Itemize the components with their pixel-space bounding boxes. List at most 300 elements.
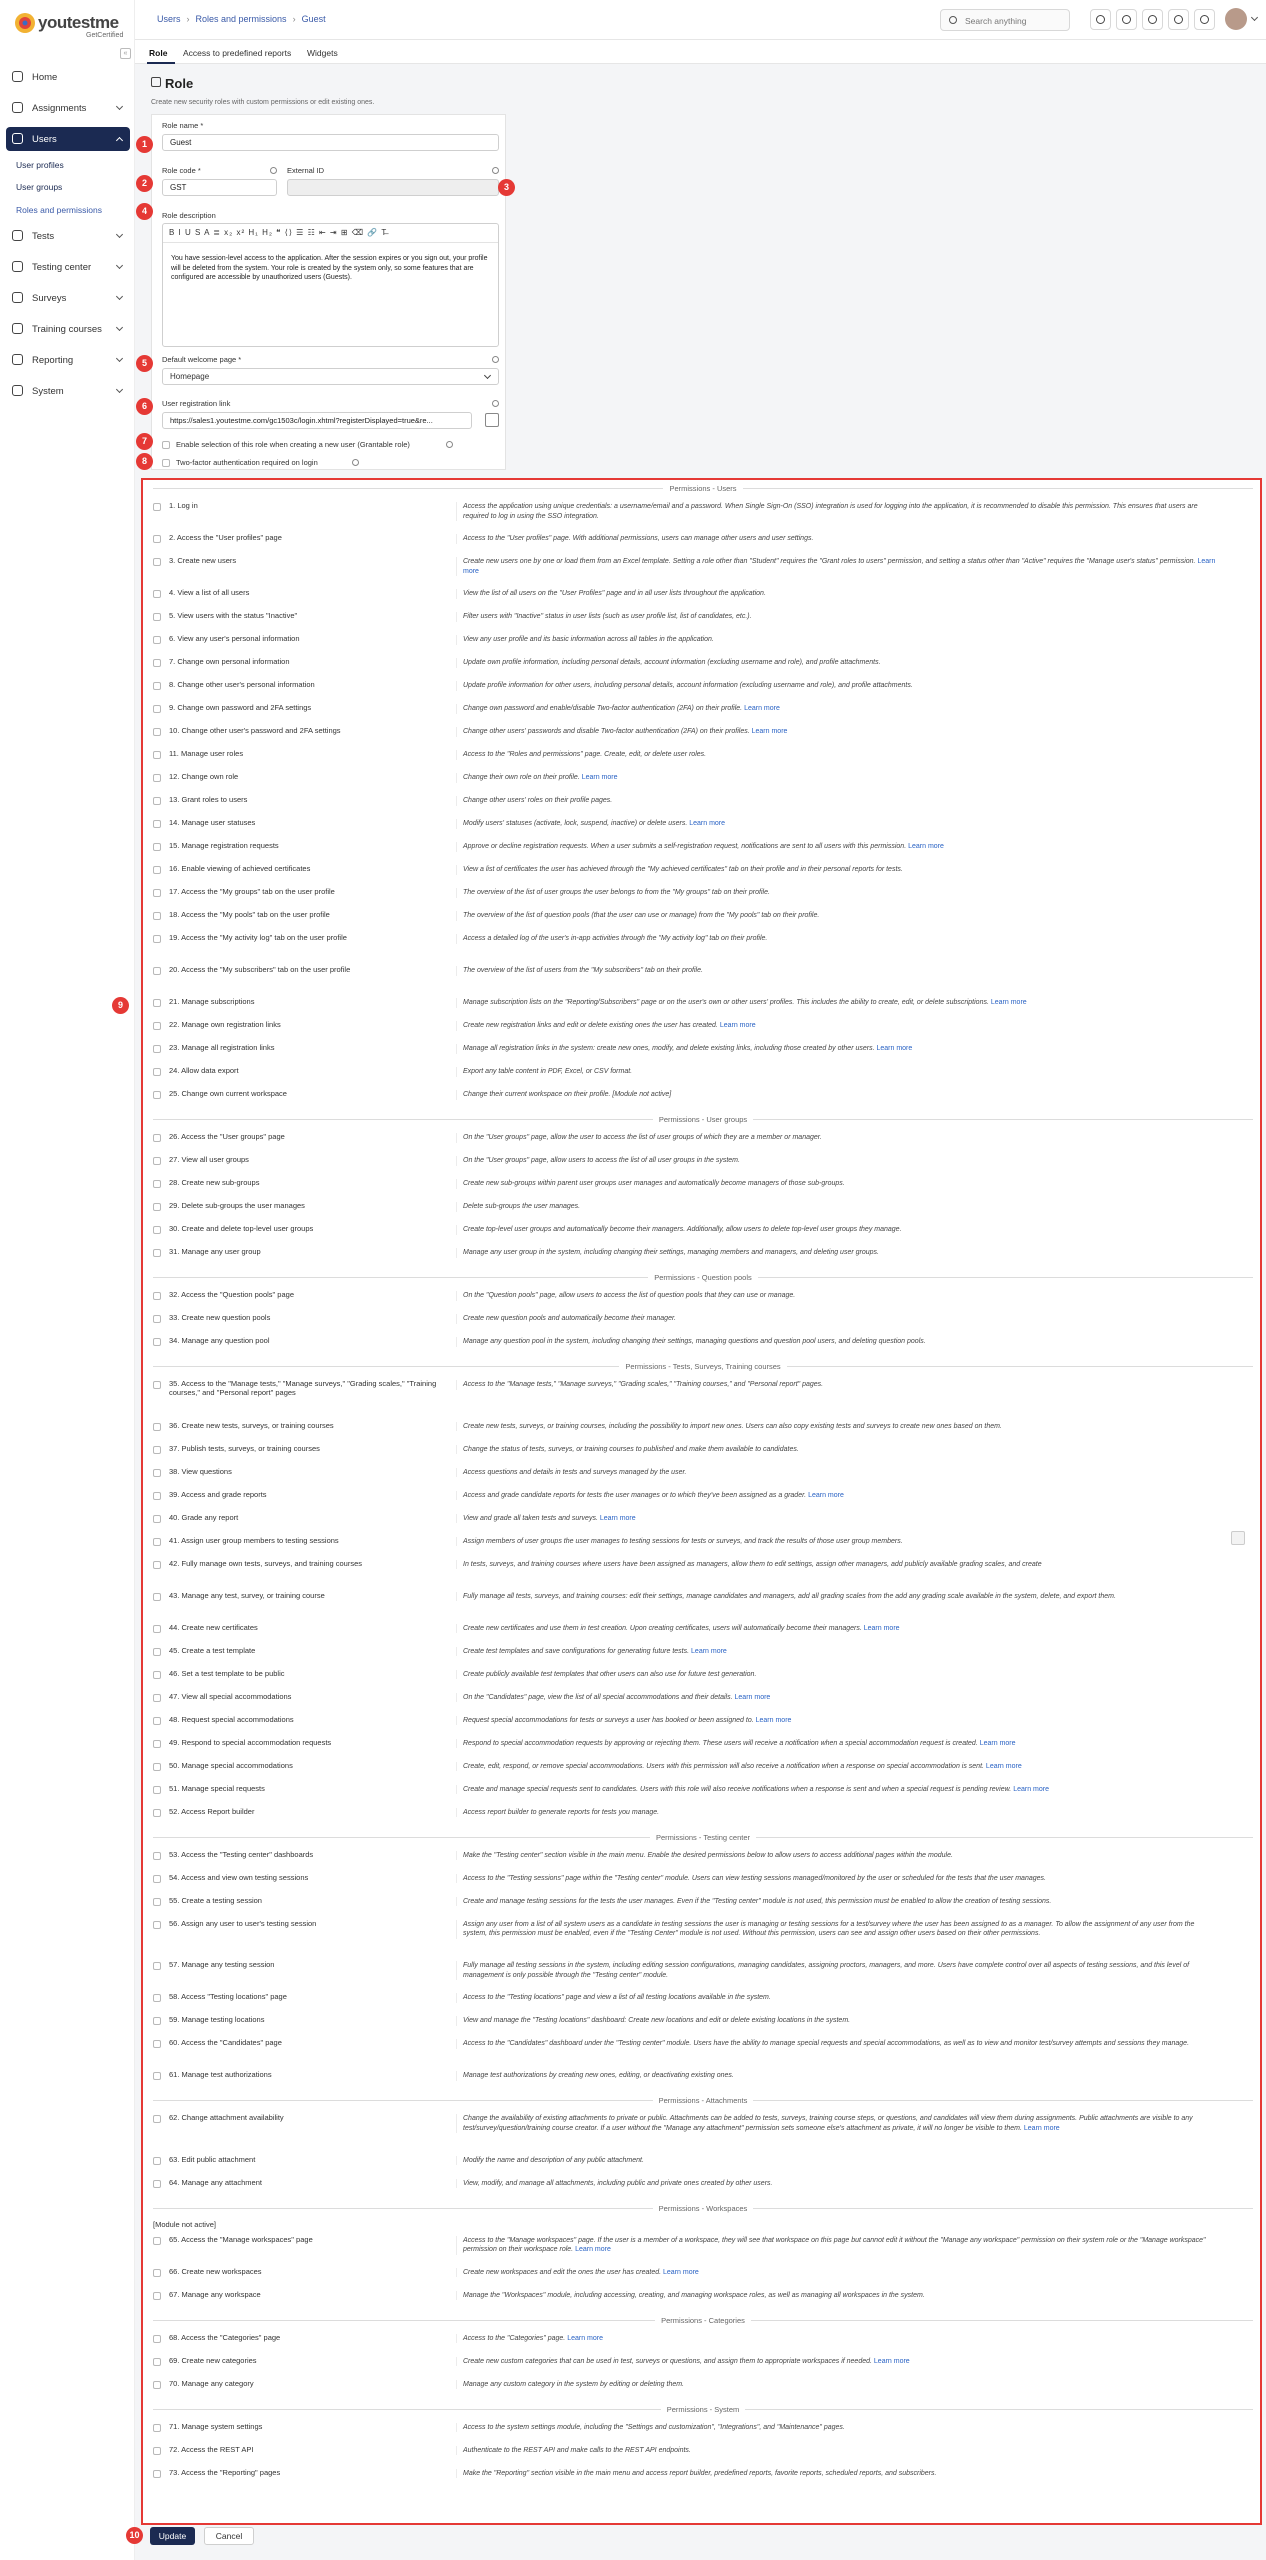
permission-checkbox[interactable] — [153, 774, 161, 782]
permission-checkbox[interactable] — [153, 2237, 161, 2245]
permission-description — [456, 888, 1216, 898]
permission-name: 65. Access the "Manage workspaces" page — [169, 2234, 313, 2244]
chevron-down-icon — [116, 386, 123, 393]
permission-checkbox[interactable] — [153, 1492, 161, 1500]
copy-icon[interactable] — [485, 413, 499, 427]
trophy-icon — [12, 323, 23, 334]
permission-description-text: Manage any custom category in the system by editing or deleting them. — [463, 2380, 685, 2388]
permission-name: 54. Access and view own testing sessions — [169, 1872, 309, 1882]
sidebar-item-users[interactable]: Users — [6, 127, 130, 151]
permission-name: 17. Access the "My groups" tab on the user profile — [169, 887, 335, 896]
permission-checkbox[interactable] — [153, 1022, 161, 1030]
permission-description-text: Modify the name and description of any public attachment. — [463, 2156, 644, 2164]
permission-description — [456, 1739, 1216, 1749]
permission-checkbox[interactable] — [153, 1134, 161, 1142]
collapse-sidebar-button[interactable]: « — [120, 48, 131, 59]
learn-more-link[interactable]: Learn more — [691, 1647, 727, 1655]
permission-checkbox[interactable] — [153, 1625, 161, 1633]
permission-description-text: Change other users' roles on their profile pages. — [463, 797, 613, 804]
permission-checkbox[interactable] — [153, 1786, 161, 1794]
permission-description — [456, 1716, 1216, 1726]
section-header — [153, 2316, 1253, 2326]
logo[interactable] — [14, 10, 124, 44]
learn-more-link[interactable]: Learn more — [1013, 1785, 1049, 1793]
headset-icon — [1148, 15, 1157, 24]
permission-description-text: The overview of the list of users from the "My subscribers" tab on their profile. — [463, 967, 703, 974]
permission-description-text: Fully manage all testing sessions in the system, including editing session configurations, managing candidates, assigning proctors, managers, and more. Users have complete control over all aspects of testing sessions, and this level of management is only possible through the "Testing center" module. — [463, 1962, 1190, 1979]
permission-checkbox[interactable] — [153, 2292, 161, 2300]
permission-description — [456, 998, 1216, 1008]
permission-name: 63. Edit public attachment — [169, 2154, 256, 2164]
learn-more-link[interactable]: Learn more — [808, 1491, 844, 1499]
permission-checkbox[interactable] — [153, 2470, 161, 2478]
section-header — [153, 484, 1253, 494]
permission-description-text: Export any table content in PDF, Excel, or CSV format. — [463, 1068, 633, 1075]
permission-description — [456, 1961, 1216, 1980]
permission-description-text: Access to the "User profiles" page. With additional permissions, users can manage other users and user settings. — [463, 535, 814, 542]
permission-description — [456, 2071, 1216, 2081]
permission-name: 28. Create new sub-groups — [169, 1178, 260, 1187]
permission-name: 66. Create new workspaces — [169, 2266, 262, 2276]
permission-checkbox[interactable] — [153, 2180, 161, 2188]
tab-bar — [135, 40, 1266, 64]
permission-name: 59. Manage testing locations — [169, 2015, 265, 2024]
learn-more-link[interactable]: Learn more — [990, 999, 1027, 1006]
permission-description — [456, 1422, 1216, 1432]
learn-more-link[interactable]: Learn more — [575, 2246, 611, 2253]
tab-role[interactable]: Role — [149, 48, 168, 58]
permission-checkbox[interactable] — [153, 1226, 161, 1234]
learn-more-link[interactable]: Learn more — [1023, 2124, 1060, 2132]
permission-name: 1. Log in — [169, 501, 198, 510]
learn-more-link[interactable]: Learn more — [689, 820, 726, 827]
permission-description — [456, 773, 1216, 783]
permission-checkbox[interactable] — [153, 1538, 161, 1546]
permission-description — [456, 934, 1216, 944]
permission-name: 48. Request special accommodations — [169, 1714, 294, 1724]
home-icon — [12, 71, 23, 82]
permission-checkbox[interactable] — [153, 535, 161, 543]
play-icon — [1122, 15, 1131, 24]
cancel-button[interactable]: Cancel — [204, 2527, 254, 2545]
permission-checkbox[interactable] — [153, 1180, 161, 1188]
chevron-up-icon — [116, 137, 123, 144]
permission-checkbox[interactable] — [153, 1921, 161, 1929]
permission-description-text: View any user profile and its basic information across all tables in the application. — [463, 636, 714, 643]
permission-description-text: Manage the "Workspaces" module, including accessing, creating, and managing workspace roles, as well as managing all workspaces in the system. — [463, 2291, 925, 2299]
learn-more-link[interactable]: Learn more — [876, 1045, 913, 1052]
role-code-label: Role code * — [162, 166, 201, 175]
permission-checkbox[interactable] — [153, 1469, 161, 1477]
permission-description — [456, 796, 1216, 806]
permission-description — [456, 2268, 1216, 2278]
permission-description — [456, 557, 1216, 576]
permission-name: 11. Manage user roles — [169, 749, 244, 758]
permission-checkbox[interactable] — [153, 889, 161, 897]
permission-description-text: Make the "Testing center" section visible in the main menu. Enable the desired permissions below to allow users to access additional pages within the module. — [463, 1851, 953, 1859]
permission-name: 52. Access Report builder — [169, 1806, 255, 1816]
permission-description-text: In tests, surveys, and training courses where users have been assigned as managers, allow them to edit settings, assign other managers, add publicly available grading scales, and create — [463, 1560, 1042, 1568]
permission-name: 19. Access the "My activity log" tab on the user profile — [169, 933, 347, 942]
permission-description — [456, 2236, 1216, 2255]
permission-description — [456, 1133, 1216, 1143]
permission-name: 9. Change own password and 2FA settings — [169, 703, 312, 712]
grantable-role-checkbox[interactable] — [162, 441, 170, 449]
permission-description — [456, 589, 1216, 599]
editor-toolbar[interactable]: B I U S A ≣ x₂ x² H₁ H₂ ❝ ⟨⟩ ☰ ☷ ⇤ ⇥ ⊞ ⌫ 🔗 T̶ — [163, 224, 498, 243]
sidebar-item-surveys[interactable]: Surveys — [6, 286, 130, 310]
permission-description-text: Create and manage special requests sent to candidates. Users with this role will also receive notifications when a response is sent and when a special request is pending review. — [463, 1785, 1012, 1793]
learn-more-link[interactable]: Learn more — [567, 2334, 603, 2342]
permission-description-text: Create top-level user groups and automatically become their managers. Additionally, allow users to delete top-level user groups they manage. — [463, 1226, 902, 1233]
section-header — [153, 2204, 1253, 2214]
permission-name: 40. Grade any report — [169, 1512, 239, 1522]
permission-description — [456, 750, 1216, 760]
permission-checkbox[interactable] — [153, 728, 161, 736]
support-button[interactable] — [1142, 9, 1163, 30]
section-header — [153, 1115, 1253, 1125]
permission-checkbox[interactable] — [153, 1045, 161, 1053]
role-name-label: Role name * — [162, 121, 204, 130]
sidebar-sub-user-groups[interactable]: User groups — [16, 182, 63, 192]
permission-description-text: Manage subscription lists on the "Reporting/Subscribers" page or on the user's own or other users' profiles. This includes the ability to create, edit, or delete subscriptions. — [463, 999, 989, 1006]
permission-description — [456, 704, 1216, 714]
permission-checkbox[interactable] — [153, 682, 161, 690]
permission-checkbox[interactable] — [153, 1593, 161, 1601]
sidebar-item-assignments[interactable]: Assignments — [6, 96, 130, 120]
sidebar-item-tests[interactable]: Tests — [6, 224, 130, 248]
permission-checkbox[interactable] — [153, 1068, 161, 1076]
learn-more-link[interactable]: Learn more — [744, 705, 780, 712]
permission-description — [456, 1156, 1216, 1166]
permission-description-text: Access to the "Categories" page. — [463, 2334, 566, 2342]
permission-checkbox[interactable] — [153, 2335, 161, 2343]
permission-checkbox[interactable] — [153, 2157, 161, 2165]
permission-checkbox[interactable] — [153, 1315, 161, 1323]
permission-checkbox[interactable] — [153, 2381, 161, 2389]
step-badge-6: 6 — [136, 398, 153, 415]
learn-more-link[interactable]: Learn more — [719, 1022, 756, 1029]
permission-checkbox[interactable] — [153, 1740, 161, 1748]
learn-more-link[interactable]: Learn more — [873, 2357, 910, 2365]
permission-description-text: Change own password and enable/disable Two-factor authentication (2FA) on their profile. — [463, 705, 743, 712]
permission-description-text: Filter users with "Inactive" status in user lists (such as user profile list, list of candidates, etc.). — [463, 613, 752, 620]
permission-name: 22. Manage own registration links — [169, 1020, 281, 1029]
permission-name: 3. Create new users — [169, 556, 237, 565]
permission-description-text: Make the "Reporting" section visible in the main menu and access report builder, predefined reports, favorite reports, scheduled reports, and subscribers. — [463, 2469, 937, 2477]
permission-description — [456, 966, 1216, 976]
permission-checkbox[interactable] — [153, 999, 161, 1007]
learn-more-link[interactable]: Learn more — [979, 1739, 1016, 1747]
permission-description-text: Create new registration links and edit or delete existing ones the user has created. — [463, 1022, 718, 1029]
permission-checkbox[interactable] — [153, 2072, 161, 2080]
permission-name: 42. Fully manage own tests, surveys, and training courses — [169, 1558, 363, 1568]
permission-name: 38. View questions — [169, 1466, 232, 1476]
role-description-editor[interactable] — [162, 223, 499, 347]
permission-checkbox[interactable] — [153, 912, 161, 920]
permission-description-text: Access and grade candidate reports for tests the user manages or to which they've been assigned as a grader. — [463, 1491, 807, 1499]
step-badge-1: 1 — [136, 136, 153, 153]
learn-more-link[interactable]: Learn more — [734, 1693, 771, 1701]
permission-name: 55. Create a testing session — [169, 1895, 262, 1905]
breadcrumb-roles[interactable]: Roles and permissions — [195, 14, 287, 24]
help-button[interactable] — [1090, 9, 1111, 30]
permission-checkbox[interactable] — [153, 2447, 161, 2455]
permission-description-text: Authenticate to the REST API and make calls to the REST API endpoints. — [463, 2446, 691, 2454]
permission-description-text: Change their own role on their profile. — [463, 774, 580, 781]
permission-description — [456, 2039, 1216, 2049]
registration-link-label: User registration link — [162, 399, 231, 408]
permission-name: 4. View a list of all users — [169, 588, 250, 597]
sidebar-item-reporting[interactable]: Reporting — [6, 348, 130, 372]
chevron-down-icon — [116, 324, 123, 331]
page-description: Create new security roles with custom permissions or edit existing ones. — [151, 99, 375, 106]
permission-name: 32. Access the "Question pools" page — [169, 1290, 294, 1299]
permission-checkbox[interactable] — [153, 1763, 161, 1771]
permission-checkbox[interactable] — [153, 1898, 161, 1906]
permission-description-text: Access questions and details in tests and surveys managed by the user. — [463, 1468, 687, 1476]
welcome-page-label: Default welcome page * — [162, 355, 242, 364]
registration-link-field[interactable]: https://sales1.youtestme.com/gc1503c/login.xhtml?registerDisplayed=true&re... — [162, 412, 472, 429]
role-code-field[interactable]: GST — [162, 179, 277, 196]
permission-name: 46. Set a test template to be public — [169, 1668, 285, 1678]
permission-checkbox[interactable] — [153, 613, 161, 621]
permission-checkbox[interactable] — [153, 866, 161, 874]
permission-name: 51. Manage special requests — [169, 1783, 265, 1793]
learn-more-link[interactable]: Learn more — [755, 1716, 792, 1724]
role-description-text[interactable]: You have session-level access to the application. After the session expires or you sign out, your profile will be deleted from the system. Your role is created by the system only, so some features that are configured are accessible by unauthorized users (Guests). — [171, 255, 488, 281]
permission-name: 58. Access "Testing locations" page — [169, 1992, 287, 2001]
permission-checkbox[interactable] — [153, 751, 161, 759]
step-badge-2: 2 — [136, 175, 153, 192]
permission-checkbox[interactable] — [153, 1671, 161, 1679]
permission-name: 36. Create new tests, surveys, or training courses — [169, 1420, 334, 1430]
permission-checkbox[interactable] — [153, 1446, 161, 1454]
permission-name: 47. View all special accommodations — [169, 1691, 292, 1701]
permission-description-text: Delete sub-groups the user manages. — [463, 1203, 581, 1210]
permission-description — [456, 2179, 1216, 2189]
permission-name: 31. Manage any user group — [169, 1247, 261, 1256]
permission-description-text: View and manage the "Testing locations" dashboard: Create new locations and edit or delete existing locations in the system. — [463, 2017, 851, 2024]
help-icon — [1096, 15, 1105, 24]
permission-description — [456, 2334, 1216, 2344]
permission-name: 57. Manage any testing session — [169, 1960, 275, 1969]
update-button[interactable]: Update — [150, 2527, 195, 2545]
permission-checkbox[interactable] — [153, 2269, 161, 2277]
breadcrumb-users[interactable]: Users — [157, 14, 181, 24]
permission-description — [456, 842, 1216, 852]
tab-predefined-reports[interactable]: Access to predefined reports — [183, 48, 292, 58]
permission-checkbox[interactable] — [153, 1852, 161, 1860]
permission-description — [456, 1693, 1216, 1703]
search-input[interactable]: Search anything — [940, 9, 1070, 31]
permission-description-text: Access to the "Manage tests," "Manage surveys," "Grading scales," "Training courses," and "Personal report" pages. — [463, 1381, 824, 1388]
permission-checkbox[interactable] — [153, 1717, 161, 1725]
permission-checkbox[interactable] — [153, 1809, 161, 1817]
permission-checkbox[interactable] — [153, 590, 161, 598]
permission-checkbox[interactable] — [153, 2424, 161, 2432]
permission-checkbox[interactable] — [153, 843, 161, 851]
permission-description — [456, 1067, 1216, 1077]
role-name-field[interactable]: Guest — [162, 134, 499, 151]
permission-description — [456, 534, 1216, 544]
permission-checkbox[interactable] — [153, 1203, 161, 1211]
learn-more-link[interactable]: Learn more — [751, 728, 788, 735]
learn-more-link[interactable]: Learn more — [863, 1624, 900, 1632]
permission-checkbox[interactable] — [153, 503, 161, 511]
permission-name: 67. Manage any workspace — [169, 2289, 261, 2299]
permission-checkbox[interactable] — [153, 2017, 161, 2025]
welcome-page-select[interactable]: Homepage — [162, 368, 499, 385]
permission-name: 73. Access the "Reporting" pages — [169, 2467, 281, 2477]
permission-description — [456, 1624, 1216, 1634]
permission-checkbox[interactable] — [153, 935, 161, 943]
permission-checkbox[interactable] — [153, 1875, 161, 1883]
chevron-down-icon — [116, 293, 123, 300]
permission-description-text: View and grade all taken tests and surveys. — [463, 1514, 598, 1522]
permission-description-text: Approve or decline registration requests. When a user submits a self-registration request, notifications are sent to all users with this permission. — [463, 843, 907, 850]
twofa-checkbox[interactable] — [162, 459, 170, 467]
sidebar-item-testing-center[interactable]: Testing center — [6, 255, 130, 279]
learn-more-link[interactable]: Learn more — [463, 558, 1216, 575]
permission-description-text: Create new users one by one or load them from an Excel template. Setting a role other than "Student" requires the "Grant roles to users" permission, and setting a status other than "Active" requires the "Manage user's status" permission. — [463, 558, 1196, 565]
permission-description-text: Create, edit, respond, or remove special accommodations. Users with this permission will also receive a notification when a response on special accommodation is sent. — [463, 1762, 984, 1770]
permission-checkbox[interactable] — [153, 820, 161, 828]
section-title: Permissions - System — [661, 2405, 746, 2414]
permission-checkbox[interactable] — [153, 1515, 161, 1523]
permission-name: 25. Change own current workspace — [169, 1089, 287, 1098]
permission-description — [456, 727, 1216, 737]
permission-description-text: Manage test authorizations by creating new ones, editing, or deactivating existing ones. — [463, 2072, 734, 2079]
permission-description — [456, 681, 1216, 691]
tests-icon — [12, 230, 23, 241]
learn-more-link[interactable]: Learn more — [985, 1762, 1022, 1770]
learn-more-link[interactable]: Learn more — [663, 2268, 699, 2276]
permission-description — [456, 911, 1216, 921]
permission-checkbox[interactable] — [153, 1249, 161, 1257]
chevron-down-icon[interactable] — [1251, 14, 1258, 21]
permission-checkbox[interactable] — [153, 967, 161, 975]
permission-checkbox[interactable] — [153, 1994, 161, 2002]
permission-description — [456, 1202, 1216, 1212]
permission-checkbox[interactable] — [153, 2358, 161, 2366]
grantable-role-label: Enable selection of this role when creating a new user (Grantable role) — [176, 440, 410, 449]
permission-checkbox[interactable] — [153, 705, 161, 713]
permission-name: 10. Change other user's password and 2FA settings — [169, 726, 341, 735]
permission-checkbox[interactable] — [153, 797, 161, 805]
permission-checkbox[interactable] — [153, 1157, 161, 1165]
permission-description — [456, 612, 1216, 622]
avatar[interactable] — [1225, 8, 1247, 30]
permission-description-text: Access report builder to generate reports for tests you manage. — [463, 1808, 660, 1816]
permission-checkbox[interactable] — [153, 636, 161, 644]
permission-checkbox[interactable] — [153, 1694, 161, 1702]
chevron-down-icon — [116, 103, 123, 110]
permission-checkbox[interactable] — [153, 2040, 161, 2048]
permission-description — [456, 1445, 1216, 1455]
permission-description-text: Access to the "Candidates" dashboard under the "Testing center" module. Users have the ability to manage special requests and special accommodations, as well as to view and monitor test/survey attempts and sessions they manage. — [463, 2040, 1190, 2047]
sidebar-sub-user-profiles[interactable]: User profiles — [16, 160, 64, 170]
section-header — [153, 2405, 1253, 2415]
permission-name: 14. Manage user statuses — [169, 818, 256, 827]
section-title: Permissions - Testing center — [650, 1833, 756, 1842]
permission-checkbox[interactable] — [153, 558, 161, 566]
step-badge-5: 5 — [136, 355, 153, 372]
permission-description-text: Access to the "Testing locations" page and view a list of all testing locations available in the system. — [463, 1994, 771, 2001]
permission-name: 37. Publish tests, surveys, or training courses — [169, 1443, 320, 1453]
external-id-field[interactable] — [287, 179, 499, 196]
permission-name: 56. Assign any user to user's testing session — [169, 1918, 317, 1928]
permission-description-text: Create new sub-groups within parent user groups user manages and automatically become managers of those sub-groups. — [463, 1180, 845, 1187]
learn-more-link[interactable]: Learn more — [599, 1514, 636, 1522]
permission-description — [456, 1670, 1216, 1680]
role-description-label: Role description — [162, 211, 216, 220]
permission-description — [456, 658, 1216, 668]
permission-description-text: On the "Question pools" page, allow users to access the list of question pools that they can use or manage. — [463, 1292, 796, 1299]
permission-description — [456, 1851, 1216, 1861]
permission-description-text: Change other users' passwords and disable Two-factor authentication (2FA) on their profiles. — [463, 728, 750, 735]
permission-description — [456, 2291, 1216, 2301]
tab-widgets[interactable]: Widgets — [307, 48, 338, 58]
chat-button[interactable] — [1168, 9, 1189, 30]
permission-description-text: View the list of all users on the "User Profiles" page and in all user lists throughout the application. — [463, 590, 766, 597]
permission-description-text: Respond to special accommodation requests by approving or rejecting them. These users will receive a notification when a special accommodation request is created. — [463, 1739, 978, 1747]
permission-name: 5. View users with the status "Inactive" — [169, 611, 298, 620]
learn-more-link[interactable]: Learn more — [908, 843, 944, 850]
permission-name: 23. Manage all registration links — [169, 1043, 275, 1052]
permission-description-text: Manage all registration links in the system: create new ones, modify, and delete existing links, including those created by other users. — [463, 1045, 875, 1052]
notifications-button[interactable] — [1194, 9, 1215, 30]
sidebar-item-system[interactable]: System — [6, 379, 130, 403]
external-id-label: External ID — [287, 166, 325, 175]
permission-description-text: Access to the system settings module, including the "Settings and customization", "Integrations", and "Maintenance" pages. — [463, 2423, 845, 2431]
permission-description — [456, 1647, 1216, 1657]
permission-description — [456, 1021, 1216, 1031]
info-icon — [270, 167, 277, 174]
permission-name: 15. Manage registration requests — [169, 841, 279, 850]
permission-checkbox[interactable] — [153, 1962, 161, 1970]
sidebar-item-home[interactable]: Home — [6, 65, 130, 89]
permission-checkbox[interactable] — [153, 1648, 161, 1656]
permission-name: 33. Create new question pools — [169, 1313, 271, 1322]
permission-description — [456, 1592, 1216, 1602]
learn-more-link[interactable]: Learn more — [581, 774, 618, 781]
permission-description-text: View a list of certificates the user has achieved through the "My achieved certificates" tab on their profile and in their personal reports for tests. — [463, 866, 903, 873]
sidebar-item-training-courses[interactable]: Training courses — [6, 317, 130, 341]
permission-checkbox[interactable] — [153, 1338, 161, 1346]
permission-checkbox[interactable] — [153, 1561, 161, 1569]
side-panel-toggle[interactable] — [1231, 1531, 1245, 1545]
permission-name: 7. Change own personal information — [169, 657, 290, 666]
permission-checkbox[interactable] — [153, 1381, 161, 1389]
permission-checkbox[interactable] — [153, 659, 161, 667]
logo-text: youtestme — [38, 13, 119, 32]
users-icon — [12, 133, 23, 144]
permission-checkbox[interactable] — [153, 1091, 161, 1099]
permission-checkbox[interactable] — [153, 1292, 161, 1300]
bell-icon — [1200, 15, 1209, 24]
permission-checkbox[interactable] — [153, 1423, 161, 1431]
permission-name: 41. Assign user group members to testing sessions — [169, 1535, 339, 1545]
sidebar-sub-roles-permissions[interactable]: Roles and permissions — [16, 205, 102, 215]
permission-name: 68. Access the "Categories" page — [169, 2332, 281, 2342]
permission-name: 34. Manage any question pool — [169, 1336, 270, 1345]
play-button[interactable] — [1116, 9, 1137, 30]
top-bar — [135, 0, 1266, 40]
permission-description — [456, 1337, 1216, 1347]
permission-name: 62. Change attachment availability — [169, 2113, 284, 2122]
permission-checkbox[interactable] — [153, 2115, 161, 2123]
